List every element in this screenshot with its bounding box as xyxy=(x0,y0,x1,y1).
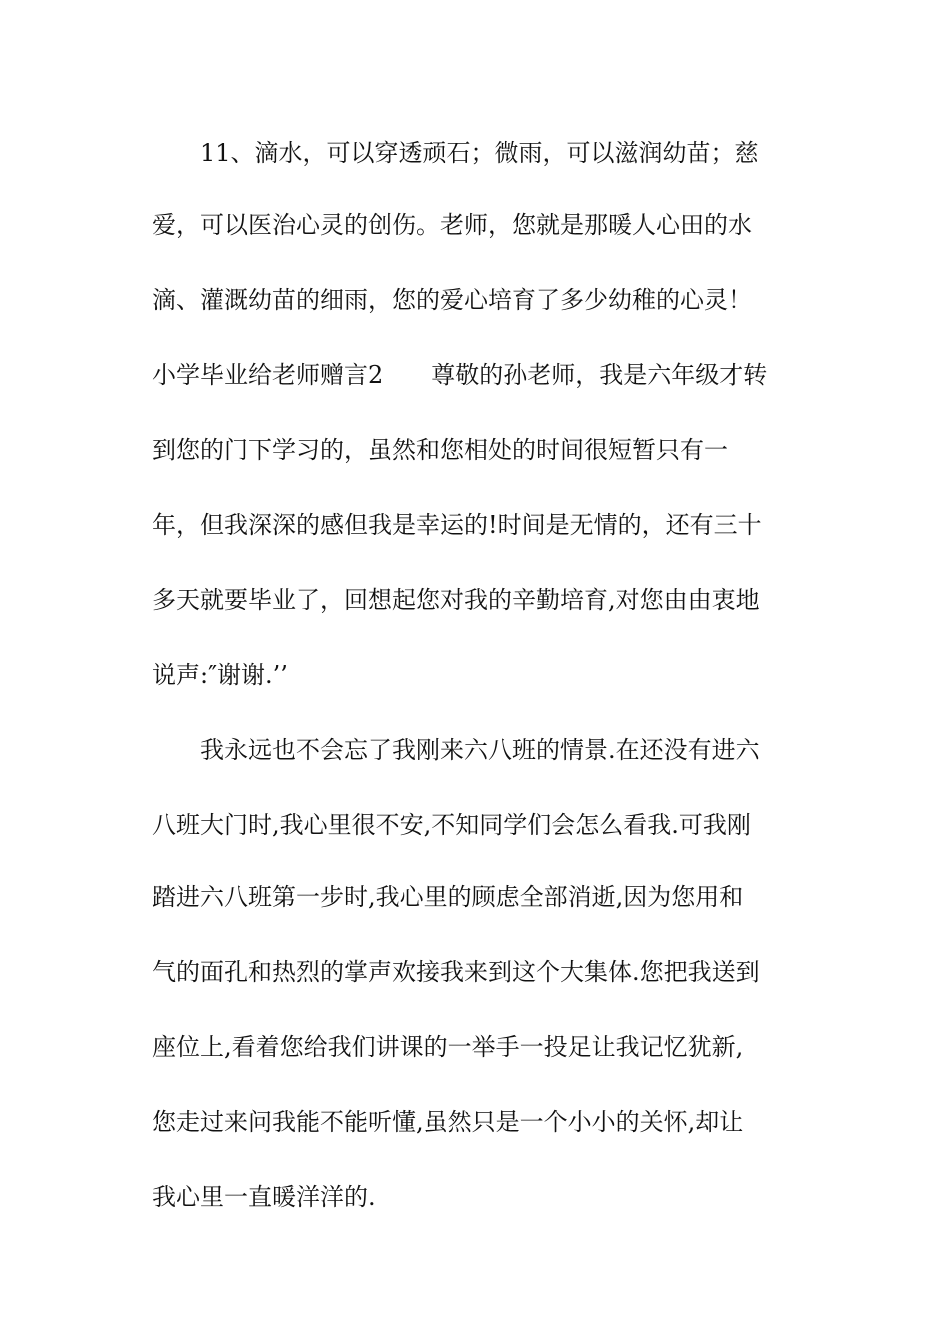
paragraph-line-3: 滴、灌溉幼苗的细雨，您的爱心培育了多少幼稚的心灵！ xyxy=(152,286,752,314)
paragraph-line-10: 八班大门时,我心里很不安,不知同学们会怎么看我.可我刚 xyxy=(152,811,751,839)
paragraph-line-1: 11、滴水，可以穿透顽石；微雨，可以滋润幼苗；慈 xyxy=(200,139,759,167)
paragraph-line-5: 到您的门下学习的，虽然和您相处的时间很短暂只有一 xyxy=(152,436,728,464)
paragraph-line-14: 您走过来问我能不能听懂,虽然只是一个小小的关怀,却让 xyxy=(152,1108,744,1136)
paragraph-line-8: 说声:″谢谢.’’ xyxy=(152,661,288,689)
paragraph-line-11: 踏进六八班第一步时,我心里的顾虑全部消逝,因为您用和 xyxy=(152,883,744,911)
paragraph-line-12: 气的面孔和热烈的掌声欢接我来到这个大集体.您把我送到 xyxy=(152,958,760,986)
paragraph-line-6: 年，但我深深的感但我是幸运的!时间是无情的，还有三十 xyxy=(152,511,762,539)
paragraph-line-7: 多天就要毕业了，回想起您对我的辛勤培育,对您由由衷地 xyxy=(152,586,760,614)
paragraph-line-4: 小学毕业给老师赠言2 尊敬的孙老师，我是六年级才转 xyxy=(152,361,768,389)
paragraph-line-13: 座位上,看着您给我们讲课的一举手一投足让我记忆犹新, xyxy=(152,1033,744,1061)
paragraph-line-9: 我永远也不会忘了我刚来六八班的情景.在还没有进六 xyxy=(200,736,760,764)
paragraph-line-2: 爱，可以医治心灵的创伤。老师，您就是那暖人心田的水 xyxy=(152,211,752,239)
paragraph-line-15: 我心里一直暖洋洋的. xyxy=(152,1183,376,1211)
